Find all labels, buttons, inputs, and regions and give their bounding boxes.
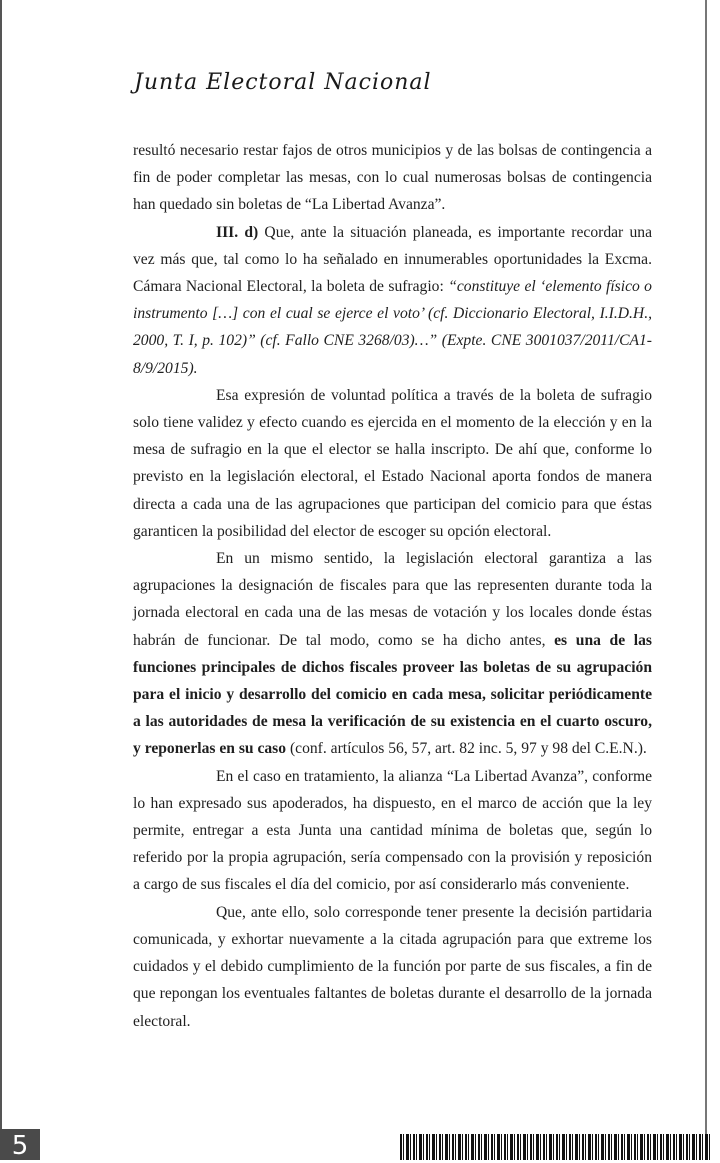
page-number: 5 [0, 1129, 40, 1160]
paragraph-4-tail: (conf. artículos 56, 57, art. 82 inc. 5, 97 y 98 del C.E.N.). [286, 740, 647, 758]
paragraph-4 [133, 545, 652, 763]
letterhead-title: Junta Electoral Nacional [134, 70, 432, 95]
paragraph-3: Esa expresión de voluntad política a través de la boleta de sufragio solo tiene validez y efecto cuando es ejercida en el momento de la elección y en la mesa de sufragio en la que el elector se halla inscripto. De ahí que, conforme lo previsto en la legislación electoral, el Estado Nacional aporta fondos de manera directa a cada una de las agrupaciones que participan del comicio para que éstas garanticen la posibilidad del elector de escoger su opción electoral. [133, 386, 652, 540]
paragraph-2-quote: “constituye el ‘elemento físico o instrumento […] con el cual se ejerce el voto’ (cf. Diccionario Electoral, I.I.D.H., 2000, T. I, p. 102)” (cf. Fallo CNE 3268/03)…” (Expte. CNE 3001037/2011/CA1- 8/9/2015). [133, 278, 652, 377]
section-label: III. d) [216, 223, 259, 241]
barcode [400, 1134, 710, 1160]
paragraph-4-text: En un mismo sentido, la legislación electoral garantiza a las agrupaciones la designación de fiscales para que las representen durante toda la jornada electoral en cada una de las mesas de votación y los locales donde éstas habrán de funcionar. De tal modo, como se ha dicho antes, [133, 550, 652, 649]
paragraph-2 [133, 219, 652, 382]
paragraph-6: Que, ante ello, solo corresponde tener presente la decisión partidaria comunicada, y exhortar nuevamente a la citada agrupación para que extreme los cuidados y el debido cumplimiento de la función por parte de sus fiscales, a fin de que repongan los eventuales faltantes de boletas durante el desarrollo de la jornada electoral. [133, 903, 652, 1030]
paragraph-5: En el caso en tratamiento, la alianza “La Libertad Avanza”, conforme lo han expresado sus apoderados, ha dispuesto, en el marco de acción que la ley permite, entregar a esta Junta una cantidad mínima de boletas que, según lo referido por la propia agrupación, sería compensado con la provisión y reposición a cargo de sus fiscales el día del comicio, por así considerarlo más conveniente. [133, 767, 652, 894]
paragraph-4-bold: es una de las funciones principales de dichos fiscales proveer las boletas de su agrupación para el inicio y desarrollo del comicio en cada mesa, solicitar periódicamente a las autoridades de mesa la verificación de su existencia en el cuarto oscuro, y reponerlas en su caso [133, 631, 652, 758]
paragraph-2-text: Que, ante la situación planeada, es importante recordar una vez más que, tal como lo ha señalado en innumerables oportunidades la Excma. Cámara Nacional Electoral, la boleta de sufragio: [133, 223, 652, 296]
document-body [133, 137, 652, 1035]
paragraph-1: resultó necesario restar fajos de otros municipios y de las bolsas de contingencia a fin de poder completar las mesas, con lo cual numerosas bolsas de contingencia han quedado sin boletas de “La Libertad Avanza”. [133, 142, 652, 214]
